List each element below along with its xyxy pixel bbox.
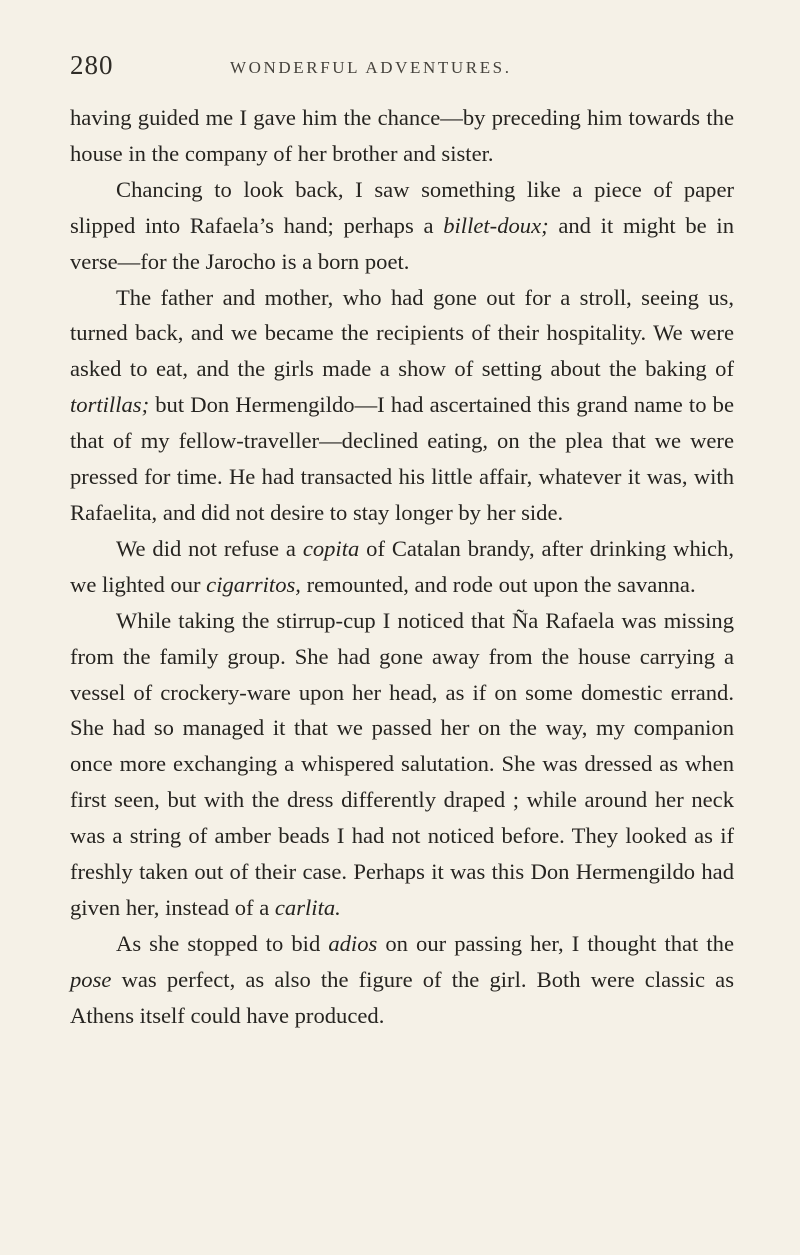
paragraph-1-text: having guided me I gave him the chance—by preceding him towards the house in the company of her brother and sister.	[70, 105, 734, 166]
body-text	[70, 100, 734, 1034]
italic-carlita: carlita.	[274, 894, 341, 920]
paragraph-3-text-a: The father and mother, who had gone out for a stroll, seeing us, turned back, and we became the recipients of their hospitality. We were asked to eat, and the girls made a show of setting about the baking of	[70, 284, 734, 382]
paragraph-3	[70, 280, 734, 531]
paragraph-2-text-b: and it might be in verse—for the Jarocho is a born poet.	[70, 212, 734, 274]
paragraph-2-text-a: Chancing to look back, I saw something like a piece of paper slipped into Rafaela’s hand; perhaps a	[70, 176, 734, 238]
paragraph-6-text-b: on our passing her, I thought that the	[377, 930, 734, 956]
italic-cigarritos: cigarritos,	[206, 571, 301, 597]
italic-copita: copita	[302, 535, 360, 561]
paragraph-1	[70, 100, 734, 172]
running-title: WONDERFUL ADVENTURES.	[230, 58, 512, 77]
paragraph-4-text-b: of Catalan brandy, after drinking which, we lighted our	[70, 535, 735, 597]
italic-adios: adios	[328, 930, 378, 956]
italic-billet-doux: billet-doux;	[443, 212, 549, 238]
paragraph-5	[70, 603, 734, 926]
paragraph-5-text-a: While taking the stirrup-cup I noticed that Ña Rafaela was missing from the family group. She had gone away from the house carrying a vessel of crockery-ware upon her head, as if on some domestic errand. She had so managed it that we passed her on the way, my companion once more exchanging a whispered salutation. She was dressed as when first seen, but with the dress differently draped ; while around her neck was a string of amber beads I had not noticed before. They looked as if freshly taken out of their case. Perhaps it was this Don Hermengildo had given her, instead of a	[70, 607, 734, 920]
paragraph-4	[70, 531, 734, 603]
paragraph-2	[70, 172, 734, 280]
italic-pose: pose	[70, 966, 112, 992]
paragraph-4-text-a: We did not refuse a	[116, 535, 303, 561]
paragraph-6	[70, 926, 734, 1034]
paragraph-4-text-c: remounted, and rode out upon the savanna.	[300, 571, 696, 597]
paragraph-3-text-b: but Don Hermengildo—I had ascertained this grand name to be that of my fellow-traveller—declined eating, on the plea that we were pressed for time. He had transacted his little affair, whatever it was, with Rafaelita, and did not desire to stay longer by her side.	[70, 392, 734, 525]
page-header	[70, 50, 730, 90]
italic-tortillas: tortillas;	[70, 392, 150, 418]
paragraph-6-text-c: was perfect, as also the figure of the girl. Both were classic as Athens itself could have produced.	[70, 966, 734, 1028]
page-number: 280	[70, 50, 114, 80]
paragraph-6-text-a: As she stopped to bid	[116, 930, 329, 956]
